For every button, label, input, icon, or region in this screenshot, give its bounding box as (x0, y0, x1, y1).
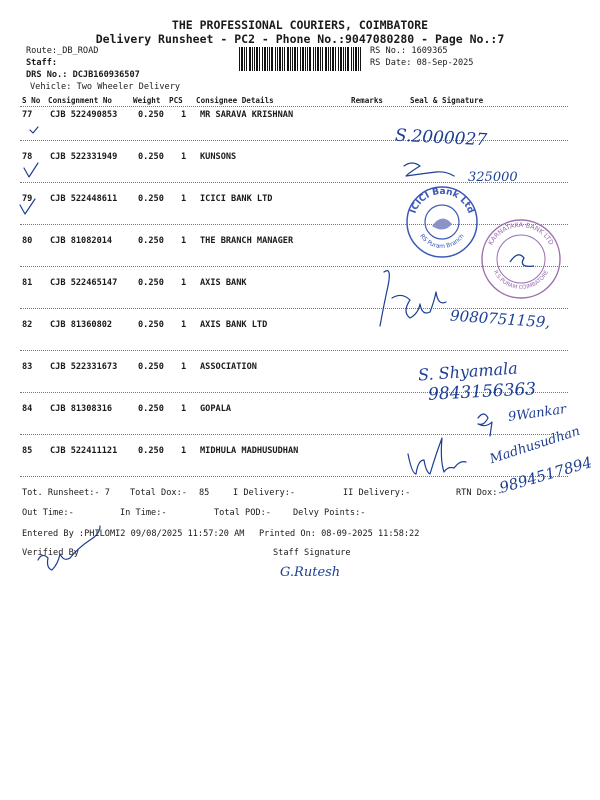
rtn-dox: RTN Dox:- (456, 488, 503, 498)
row-consignment: CJB 81308316 (50, 404, 113, 414)
row-sno: 78 (22, 152, 33, 162)
row-weight: 0.250 (138, 446, 164, 456)
row-consignee: AXIS BANK (200, 278, 247, 288)
row-sno: 80 (22, 236, 33, 246)
i-delivery: I Delivery:- (233, 488, 296, 498)
row-consignee: MR SARAVA KRISHNAN (200, 110, 294, 120)
in-time: In Time:- (120, 508, 167, 518)
row-consignee: ICICI BANK LTD (200, 194, 273, 204)
company-title: THE PROFESSIONAL COURIERS, COIMBATORE (171, 18, 429, 32)
handwriting-row82-phone: 9080751159, (449, 306, 551, 332)
total-dox-value: 85 (199, 488, 210, 498)
svg-text:ICICI Bank Ltd (409, 187, 476, 215)
row-pcs: 1 (181, 152, 187, 162)
row-sno: 81 (22, 278, 33, 288)
row-pcs: 1 (181, 320, 187, 330)
row-pcs: 1 (181, 404, 187, 414)
total-dox-label: Total Dox:- (130, 488, 187, 498)
entered-by: Entered By :PHILOMI2 09/08/2025 11:57:20 AM (22, 529, 245, 539)
barcode (239, 47, 365, 71)
col-remarks: Remarks (351, 96, 384, 105)
icici-seal-bottom-text: RS Puram Branch (418, 232, 466, 251)
row-sno: 77 (22, 110, 33, 120)
karnataka-seal-bottom-text: R.S.PURAM COIMBATORE (491, 269, 551, 292)
handwriting-row85-name: Madhusudhan (487, 423, 583, 468)
handwriting-row78-phone: 325000 (468, 170, 518, 185)
handwriting-row85-phone: 9894517894 (497, 453, 595, 497)
drs-number: DRS No.: DCJB160936507 (26, 70, 140, 80)
row-consignment: CJB 522411121 (50, 446, 118, 456)
row85-signature-scribble (408, 438, 466, 474)
row-consignment: CJB 522331673 (50, 362, 118, 372)
row-divider (20, 476, 568, 477)
delvy-points: Delvy Points:- (293, 508, 366, 518)
col-seal-signature: Seal & Signature (410, 96, 484, 105)
karnataka-seal-top-text: KARNATAKA BANK LTD (486, 220, 556, 247)
row-sno: 82 (22, 320, 33, 330)
ii-delivery: II Delivery:- (343, 488, 411, 498)
row-consignee: KUNSONS (200, 152, 237, 162)
staff-label: Staff: (26, 58, 58, 68)
col-consignee: Consignee Details (196, 96, 274, 105)
rs-number: RS No.: 1609365 (370, 46, 448, 56)
row-pcs: 1 (181, 278, 187, 288)
svg-text:RS Puram Branch (418, 233, 466, 250)
runsheet-subtitle: Delivery Runsheet - PC2 - Phone No.:9047080280 - Page No.:7 (95, 32, 505, 46)
svg-text:KARNATAKA BANK LTD (487, 221, 556, 246)
row-consignee: MIDHULA MADHUSUDHAN (200, 446, 299, 456)
row-consignment: CJB 522331949 (50, 152, 118, 162)
row-pcs: 1 (181, 446, 187, 456)
row-consignment: CJB 522448611 (50, 194, 118, 204)
karnataka-seal-signature (510, 255, 534, 267)
col-consignment: Consignment No (48, 96, 113, 105)
row-weight: 0.250 (138, 362, 164, 372)
row-weight: 0.250 (138, 278, 164, 288)
row-sno: 79 (22, 194, 33, 204)
row-weight: 0.250 (138, 152, 164, 162)
icici-seal-top-text: ICICI Bank Ltd (408, 186, 476, 216)
handwriting-row83-name: S. Shyamala (417, 358, 519, 385)
row-weight: 0.250 (138, 320, 164, 330)
col-sno: S No (22, 96, 41, 105)
row-consignee: AXIS BANK LTD (200, 320, 268, 330)
row78-signature-scribble (404, 163, 454, 176)
row-consignment: CJB 522465147 (50, 278, 118, 288)
row-pcs: 1 (181, 236, 187, 246)
row-pcs: 1 (181, 194, 187, 204)
row-pcs: 1 (181, 362, 187, 372)
vehicle-type: Vehicle: Two Wheeler Delivery (30, 82, 181, 92)
row-weight: 0.250 (138, 110, 164, 120)
row-sno: 85 (22, 446, 33, 456)
header-divider (20, 106, 568, 107)
row-weight: 0.250 (138, 404, 164, 414)
icici-bank-seal (402, 182, 482, 262)
row-divider (20, 434, 568, 435)
handwriting-row77: S.2000027 (394, 125, 488, 151)
checkmark-icon (30, 127, 38, 133)
printed-on: Printed On: 08-09-2025 11:58:22 (259, 529, 420, 539)
rs-date: RS Date: 08-Sep-2025 (370, 58, 474, 68)
row-weight: 0.250 (138, 194, 164, 204)
row-consignee: ASSOCIATION (200, 362, 257, 372)
handwriting-row84-name: 9Wankar (507, 402, 568, 425)
out-time: Out Time:- (22, 508, 74, 518)
row84-signature-scribble (478, 414, 492, 436)
route-label: Route:_DB_ROAD (26, 46, 99, 56)
col-weight: Weight (133, 96, 161, 105)
row-pcs: 1 (181, 110, 187, 120)
row-consignee: GOPALA (200, 404, 232, 414)
col-pcs: PCS (169, 96, 183, 105)
row-sno: 83 (22, 362, 33, 372)
handwriting-row83-phone: 9843156363 (427, 379, 537, 405)
row-consignment: CJB 522490853 (50, 110, 118, 120)
row-consignment: CJB 81360802 (50, 320, 113, 330)
row-consignee: THE BRANCH MANAGER (200, 236, 294, 246)
icici-logo-icon (432, 218, 452, 229)
row81-signature-scribble (380, 271, 446, 326)
checkmark-icon (24, 163, 38, 177)
row-consignment: CJB 81082014 (50, 236, 113, 246)
row-divider (20, 350, 568, 351)
row-sno: 84 (22, 404, 33, 414)
handwriting-staff-name: G.Rutesh (280, 565, 341, 580)
total-runsheet: Tot. Runsheet:- 7 (22, 488, 110, 498)
total-pod: Total POD:- (214, 508, 271, 518)
row-weight: 0.250 (138, 236, 164, 246)
staff-signature-label: Staff Signature (273, 548, 351, 558)
karnataka-bank-seal (478, 216, 564, 302)
verified-by-label: Verified By (22, 548, 79, 558)
